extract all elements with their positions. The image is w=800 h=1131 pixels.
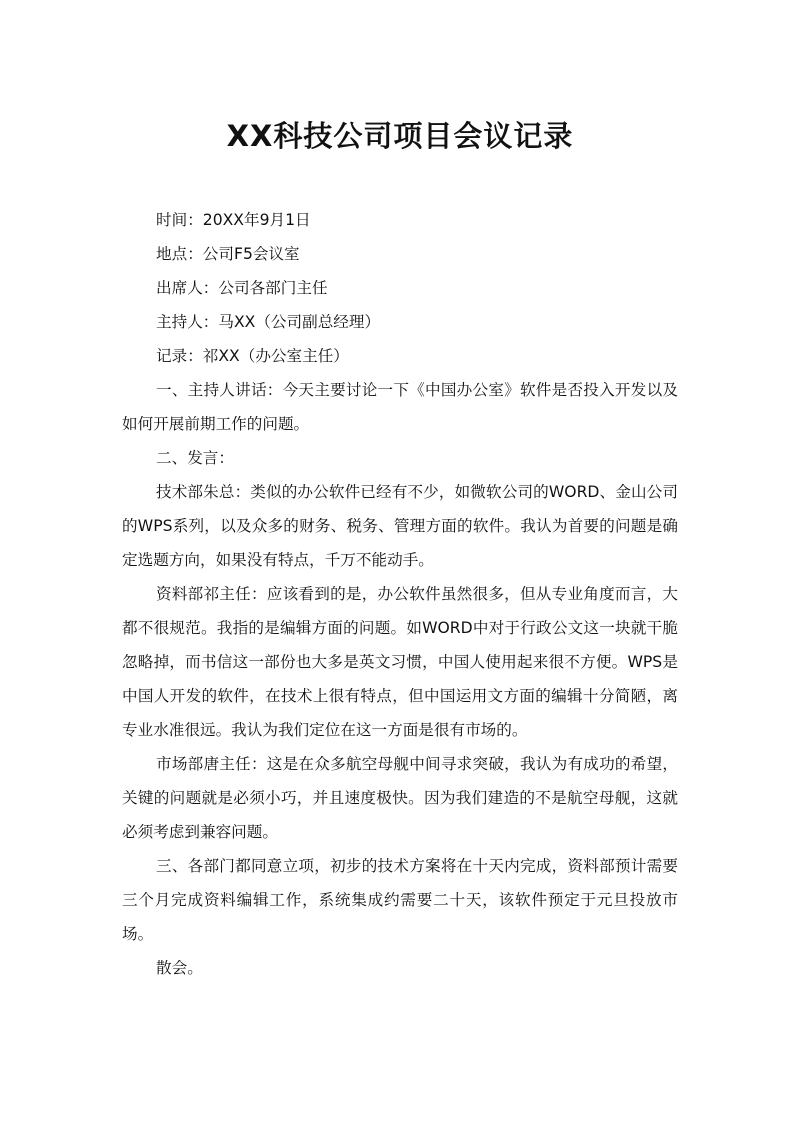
document-body [122, 203, 678, 985]
meeting-recorder: 记录：祁XX（办公室主任） [156, 347, 349, 365]
host-speech-section: 一、主持人讲话：今天主要讨论一下《中国办公室》软件是否投入开发以及如何开展前期工作的问题。 [122, 381, 678, 433]
closing-note: 散会。 [156, 959, 203, 977]
meeting-location: 地点：公司F5会议室 [156, 245, 300, 263]
decision-section: 三、各部门都同意立项，初步的技术方案将在十天内完成，资料部预计需要三个月完成资料编辑工作，系统集成约需要二十天，该软件预定于元旦投放市场。 [122, 857, 678, 943]
meeting-host: 主持人：马XX（公司副总经理） [156, 313, 381, 331]
data-department-speech: 资料部祁主任：应该看到的是，办公软件虽然很多，但从专业角度而言，大都不很规范。我指的是编辑方面的问题。如WORD中对于行政公文这一块就干脆忽略掉，而书信这一部份也大多是英文习惯，中国人使用起来很不方便。WPS是中国人开发的软件，在技术上很有特点，但中国运用文方面的编辑十分简陋，离专业水准很远。我认为我们定位在这一方面是很有市场的。 [122, 585, 678, 739]
market-department-speech: 市场部唐主任：这是在众多航空母舰中间寻求突破，我认为有成功的希望，关键的问题就是必须小巧，并且速度极快。因为我们建造的不是航空母舰，这就必须考虑到兼容问题。 [122, 755, 678, 841]
speeches-heading: 二、发言： [156, 449, 234, 467]
meeting-time: 时间：20XX年9月1日 [156, 211, 311, 229]
tech-department-speech: 技术部朱总：类似的办公软件已经有不少，如微软公司的WORD、金山公司的WPS系列，以及众多的财务、税务、管理方面的软件。我认为首要的问题是确定选题方向，如果没有特点，千万不能动手。 [122, 483, 678, 569]
document-title: XX科技公司项目会议记录 [226, 119, 574, 153]
meeting-attendees: 出席人：公司各部门主任 [156, 279, 328, 297]
